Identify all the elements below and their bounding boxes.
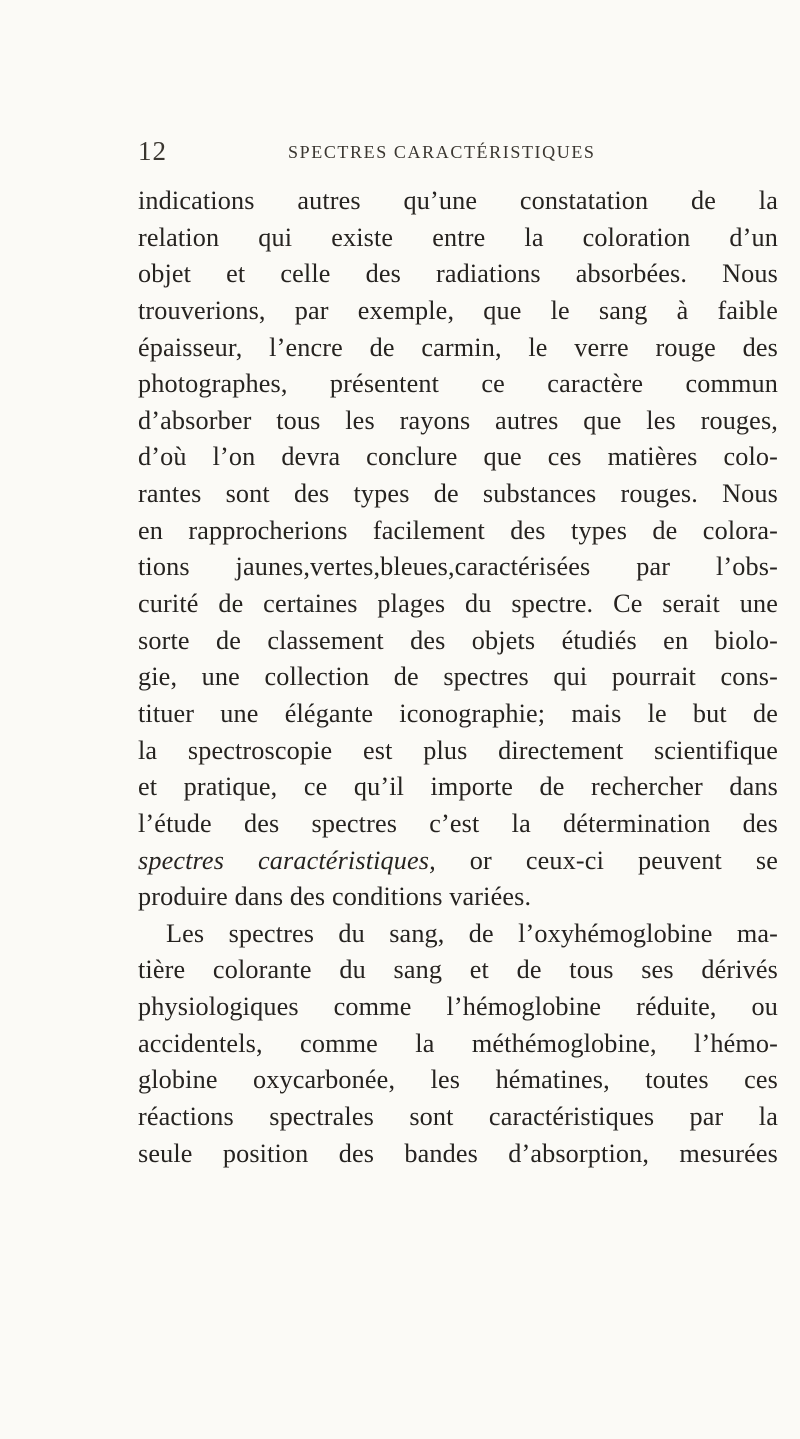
text-line: globine oxycarbonée, les hématines, toutes ces (138, 1065, 778, 1095)
paragraph-end-line: produire dans des conditions variées. (138, 882, 532, 912)
text-line: d’absorber tous les rayons autres que les rouges, (138, 405, 778, 435)
text-line: et pratique, ce qu’il importe de rechercher dans (138, 772, 778, 802)
text-line: accidentels, comme la méthémoglobine, l’hémo- (138, 1028, 778, 1058)
text-line: tière colorante du sang et de tous ses dérivés (138, 955, 778, 985)
text-line: d’où l’on devra conclure que ces matières colo- (138, 442, 778, 472)
page-number: 12 (138, 136, 167, 166)
text-line: indications autres qu’une constatation de la (138, 186, 778, 215)
text-line: seule position des bandes d’absorption, mesurées (138, 1138, 778, 1168)
text-line-with-italic (138, 843, 778, 880)
text-line: gie, une collection de spectres qui pourrait cons- (138, 662, 778, 692)
running-head (138, 136, 778, 170)
text-line: trouverions, par exemple, que le sang à faible (138, 295, 778, 325)
text-line: l’étude des spectres c’est la détermination des (138, 808, 778, 838)
italic-term: spectres caractéristiques, (138, 845, 436, 875)
body-text (138, 183, 778, 1172)
text-line: sorte de classement des objets étudiés en biolo- (138, 625, 778, 655)
text-line: physiologiques comme l’hémoglobine réduite, ou (138, 992, 778, 1022)
text-line: tituer une élégante iconographie; mais le but de (138, 698, 778, 728)
text-line: photographes, présentent ce caractère commun (138, 369, 778, 399)
text-line: réactions spectrales sont caractéristiques par la (138, 1102, 778, 1132)
text-line: tions jaunes,vertes,bleues,caractérisées par l’obs- (138, 552, 778, 582)
text-line: curité de certaines plages du spectre. Ce serait une (138, 589, 778, 619)
text-line: en rapprocherions facilement des types de colora- (138, 515, 778, 545)
text-fragment: or ceux-ci peuvent se (435, 845, 778, 875)
paragraph-start-line: Les spectres du sang, de l’oxyhémoglobine ma- (166, 918, 778, 948)
text-line: la spectroscopie est plus directement scientifique (138, 735, 778, 765)
text-line: objet et celle des radiations absorbées. Nous (138, 259, 778, 289)
text-line: relation qui existe entre la coloration d’un (138, 222, 778, 252)
text-line: rantes sont des types de substances rouges. Nous (138, 479, 778, 509)
running-title: SPECTRES CARACTÉRISTIQUES (288, 142, 596, 162)
text-line: épaisseur, l’encre de carmin, le verre rouge des (138, 332, 778, 362)
